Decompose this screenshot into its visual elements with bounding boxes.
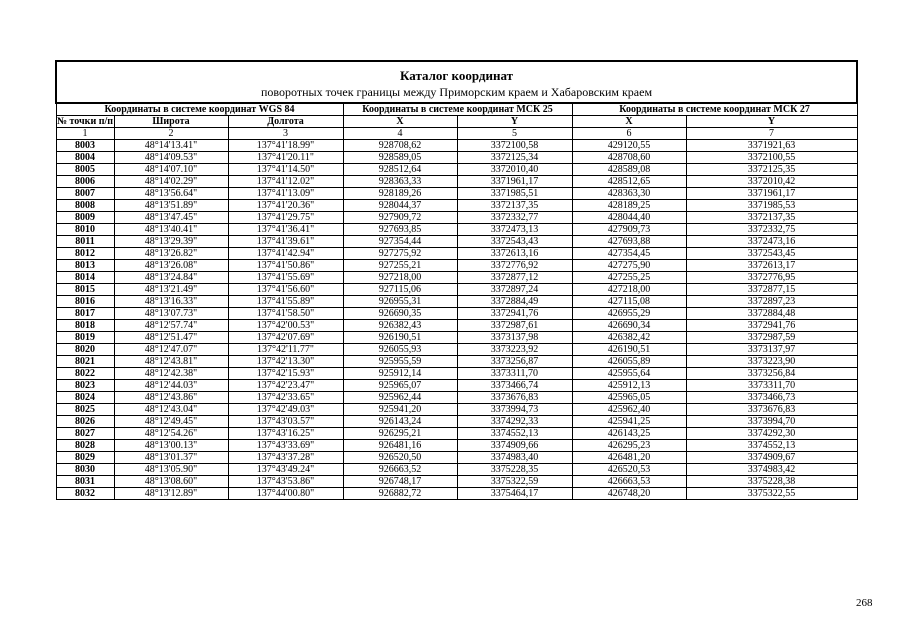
x-msk27-cell: 426055,89: [572, 356, 686, 368]
longitude-cell: 137°41'13.09": [228, 188, 343, 200]
page-number: 268: [856, 597, 873, 609]
x-msk25-cell: 926481,16: [343, 440, 457, 452]
table-row: [56, 284, 857, 296]
longitude-cell: 137°43'33.69": [228, 440, 343, 452]
point-number-cell: 8029: [56, 452, 114, 464]
x-msk27-cell: 427218,00: [572, 284, 686, 296]
y-msk25-cell: 3374983,40: [457, 452, 572, 464]
x-msk25-cell: 927275,92: [343, 248, 457, 260]
group-header-msk25: Координаты в системе координат МСК 25: [343, 103, 572, 116]
x-msk25-cell: 927693,85: [343, 224, 457, 236]
table-row: [56, 260, 857, 272]
longitude-cell: 137°42'33.65": [228, 392, 343, 404]
y-msk25-cell: 3372125,34: [457, 152, 572, 164]
longitude-cell: 137°42'00.53": [228, 320, 343, 332]
y-msk27-cell: 3373137,97: [686, 344, 857, 356]
x-msk27-cell: 426663,53: [572, 476, 686, 488]
y-msk25-cell: 3373994,73: [457, 404, 572, 416]
longitude-cell: 137°42'23.47": [228, 380, 343, 392]
y-msk27-cell: 3372884,48: [686, 308, 857, 320]
x-msk27-cell: 426295,23: [572, 440, 686, 452]
longitude-cell: 137°44'00.80": [228, 488, 343, 500]
y-msk25-cell: 3372100,58: [457, 140, 572, 152]
x-msk25-cell: 927354,44: [343, 236, 457, 248]
y-msk27-cell: 3372877,15: [686, 284, 857, 296]
x-msk25-cell: 926690,35: [343, 308, 457, 320]
longitude-cell: 137°41'12.02": [228, 176, 343, 188]
point-number-cell: 8006: [56, 176, 114, 188]
y-msk27-cell: 3372125,35: [686, 164, 857, 176]
point-number-cell: 8011: [56, 236, 114, 248]
latitude-cell: 48°13'08.60": [114, 476, 228, 488]
y-msk27-cell: 3372776,95: [686, 272, 857, 284]
x-msk25-cell: 928512,64: [343, 164, 457, 176]
point-number-cell: 8022: [56, 368, 114, 380]
table-row: [56, 344, 857, 356]
x-msk25-cell: 927909,72: [343, 212, 457, 224]
x-msk25-cell: 927255,21: [343, 260, 457, 272]
table-row: [56, 464, 857, 476]
table-row: [56, 308, 857, 320]
x-msk27-cell: 425962,40: [572, 404, 686, 416]
point-number-cell: 8032: [56, 488, 114, 500]
x-msk27-cell: 425955,64: [572, 368, 686, 380]
y-msk25-cell: 3373256,87: [457, 356, 572, 368]
x-msk25-cell: 926190,51: [343, 332, 457, 344]
y-msk27-cell: 3371921,63: [686, 140, 857, 152]
latitude-cell: 48°13'01.37": [114, 452, 228, 464]
y-msk27-cell: 3371961,17: [686, 188, 857, 200]
longitude-cell: 137°42'07.69": [228, 332, 343, 344]
x-msk25-cell: 927218,00: [343, 272, 457, 284]
longitude-cell: 137°41'29.75": [228, 212, 343, 224]
table-row: [56, 140, 857, 152]
point-number-cell: 8008: [56, 200, 114, 212]
latitude-cell: 48°14'13.41": [114, 140, 228, 152]
point-number-cell: 8010: [56, 224, 114, 236]
y-msk27-cell: 3373676,83: [686, 404, 857, 416]
table-row: [56, 176, 857, 188]
x-msk25-cell: 926663,52: [343, 464, 457, 476]
point-number-cell: 8013: [56, 260, 114, 272]
y-msk25-cell: 3372884,49: [457, 296, 572, 308]
table-row: [56, 404, 857, 416]
catalog-title: Каталог координат: [400, 67, 514, 83]
x-msk25-cell: 927115,06: [343, 284, 457, 296]
coordinate-catalog-table: [55, 60, 858, 500]
y-msk27-cell: 3375322,55: [686, 488, 857, 500]
y-msk25-cell: 3374552,13: [457, 428, 572, 440]
x-msk25-cell: 926955,31: [343, 296, 457, 308]
longitude-cell: 137°43'16.25": [228, 428, 343, 440]
y-msk25-cell: 3372877,12: [457, 272, 572, 284]
point-number-cell: 8012: [56, 248, 114, 260]
y-msk27-cell: 3372941,76: [686, 320, 857, 332]
x-msk25-cell: 926520,50: [343, 452, 457, 464]
table-row: [56, 200, 857, 212]
point-number-cell: 8020: [56, 344, 114, 356]
latitude-cell: 48°14'09.53": [114, 152, 228, 164]
column-index: 3: [228, 128, 343, 140]
y-msk25-cell: 3372137,35: [457, 200, 572, 212]
longitude-cell: 137°42'49.03": [228, 404, 343, 416]
y-msk25-cell: 3373311,70: [457, 368, 572, 380]
x-msk25-cell: 925965,07: [343, 380, 457, 392]
coordinate-catalog-sheet: [55, 60, 856, 500]
y-msk25-cell: 3373137,98: [457, 332, 572, 344]
table-row: [56, 488, 857, 500]
longitude-cell: 137°41'39.61": [228, 236, 343, 248]
x-msk25-cell: 928189,26: [343, 188, 457, 200]
y-msk27-cell: 3372010,42: [686, 176, 857, 188]
y-msk25-cell: 3372987,61: [457, 320, 572, 332]
col-header-latitude: Широта: [114, 116, 228, 128]
x-msk27-cell: 426520,53: [572, 464, 686, 476]
column-index: 2: [114, 128, 228, 140]
x-msk27-cell: 426481,20: [572, 452, 686, 464]
longitude-cell: 137°41'36.41": [228, 224, 343, 236]
x-msk27-cell: 427693,88: [572, 236, 686, 248]
y-msk27-cell: 3373223,90: [686, 356, 857, 368]
table-row: [56, 188, 857, 200]
latitude-cell: 48°12'43.81": [114, 356, 228, 368]
point-number-cell: 8030: [56, 464, 114, 476]
point-number-cell: 8003: [56, 140, 114, 152]
point-number-cell: 8023: [56, 380, 114, 392]
latitude-cell: 48°12'43.86": [114, 392, 228, 404]
x-msk27-cell: 427354,45: [572, 248, 686, 260]
y-msk25-cell: 3372897,24: [457, 284, 572, 296]
x-msk27-cell: 427909,73: [572, 224, 686, 236]
y-msk27-cell: 3374909,67: [686, 452, 857, 464]
latitude-cell: 48°13'29.39": [114, 236, 228, 248]
y-msk27-cell: 3371985,53: [686, 200, 857, 212]
x-msk27-cell: 428044,40: [572, 212, 686, 224]
latitude-cell: 48°12'44.03": [114, 380, 228, 392]
latitude-cell: 48°12'54.26": [114, 428, 228, 440]
table-row: [56, 452, 857, 464]
col-header-y-msk27: Y: [686, 116, 857, 128]
x-msk25-cell: 928589,05: [343, 152, 457, 164]
longitude-cell: 137°43'03.57": [228, 416, 343, 428]
x-msk27-cell: 428589,08: [572, 164, 686, 176]
latitude-cell: 48°13'26.08": [114, 260, 228, 272]
column-index: 6: [572, 128, 686, 140]
table-row: [56, 356, 857, 368]
x-msk25-cell: 925912,14: [343, 368, 457, 380]
x-msk27-cell: 427255,25: [572, 272, 686, 284]
point-number-cell: 8026: [56, 416, 114, 428]
col-header-point: № точки п/п: [56, 116, 114, 127]
table-row: [56, 248, 857, 260]
latitude-cell: 48°12'57.74": [114, 320, 228, 332]
column-index-row: [56, 128, 857, 140]
point-number-cell: 8007: [56, 188, 114, 200]
y-msk25-cell: 3372613,16: [457, 248, 572, 260]
latitude-cell: 48°13'16.33": [114, 296, 228, 308]
latitude-cell: 48°13'05.90": [114, 464, 228, 476]
longitude-cell: 137°42'13.30": [228, 356, 343, 368]
longitude-cell: 137°43'37.28": [228, 452, 343, 464]
table-row: [56, 164, 857, 176]
latitude-cell: 48°12'51.47": [114, 332, 228, 344]
longitude-cell: 137°41'55.69": [228, 272, 343, 284]
y-msk27-cell: 3372987,59: [686, 332, 857, 344]
y-msk25-cell: 3373466,74: [457, 380, 572, 392]
x-msk27-cell: 426190,51: [572, 344, 686, 356]
table-row: [56, 296, 857, 308]
x-msk27-cell: 426748,20: [572, 488, 686, 500]
x-msk25-cell: 928044,37: [343, 200, 457, 212]
y-msk27-cell: 3372613,17: [686, 260, 857, 272]
longitude-cell: 137°43'49.24": [228, 464, 343, 476]
latitude-cell: 48°13'26.82": [114, 248, 228, 260]
longitude-cell: 137°41'20.11": [228, 152, 343, 164]
y-msk25-cell: 3372473,13: [457, 224, 572, 236]
x-msk25-cell: 926143,24: [343, 416, 457, 428]
point-number-cell: 8009: [56, 212, 114, 224]
col-header-x-msk27: X: [572, 116, 686, 128]
longitude-cell: 137°41'14.50": [228, 164, 343, 176]
x-msk25-cell: 926055,93: [343, 344, 457, 356]
point-number-cell: 8018: [56, 320, 114, 332]
y-msk25-cell: 3375464,17: [457, 488, 572, 500]
x-msk27-cell: 428512,65: [572, 176, 686, 188]
point-number-cell: 8024: [56, 392, 114, 404]
table-row: [56, 272, 857, 284]
latitude-cell: 48°13'12.89": [114, 488, 228, 500]
y-msk25-cell: 3372941,76: [457, 308, 572, 320]
y-msk25-cell: 3372776,92: [457, 260, 572, 272]
point-number-cell: 8027: [56, 428, 114, 440]
y-msk27-cell: 3373994,70: [686, 416, 857, 428]
x-msk27-cell: 427275,90: [572, 260, 686, 272]
x-msk27-cell: 427115,08: [572, 296, 686, 308]
y-msk25-cell: 3371961,17: [457, 176, 572, 188]
y-msk25-cell: 3375228,35: [457, 464, 572, 476]
point-number-cell: 8019: [56, 332, 114, 344]
y-msk27-cell: 3374552,13: [686, 440, 857, 452]
y-msk25-cell: 3373676,83: [457, 392, 572, 404]
x-msk27-cell: 425941,25: [572, 416, 686, 428]
point-number-cell: 8031: [56, 476, 114, 488]
x-msk25-cell: 926748,17: [343, 476, 457, 488]
latitude-cell: 48°13'00.13": [114, 440, 228, 452]
x-msk25-cell: 925955,59: [343, 356, 457, 368]
point-number-cell: 8005: [56, 164, 114, 176]
x-msk25-cell: 925962,44: [343, 392, 457, 404]
x-msk27-cell: 425965,05: [572, 392, 686, 404]
y-msk27-cell: 3372897,23: [686, 296, 857, 308]
point-number-cell: 8028: [56, 440, 114, 452]
y-msk27-cell: 3374983,42: [686, 464, 857, 476]
catalog-title-cell: [56, 61, 857, 103]
table-row: [56, 476, 857, 488]
point-number-cell: 8021: [56, 356, 114, 368]
longitude-cell: 137°42'15.93": [228, 368, 343, 380]
y-msk27-cell: 3375228,38: [686, 476, 857, 488]
longitude-cell: 137°41'56.60": [228, 284, 343, 296]
col-header-longitude: Долгота: [228, 116, 343, 128]
col-header-y-msk25: Y: [457, 116, 572, 128]
latitude-cell: 48°12'49.45": [114, 416, 228, 428]
x-msk27-cell: 429120,55: [572, 140, 686, 152]
longitude-cell: 137°41'20.36": [228, 200, 343, 212]
latitude-cell: 48°14'02.29": [114, 176, 228, 188]
y-msk27-cell: 3372332,75: [686, 224, 857, 236]
y-msk25-cell: 3374292,33: [457, 416, 572, 428]
longitude-cell: 137°42'11.77": [228, 344, 343, 356]
point-number-cell: 8004: [56, 152, 114, 164]
col-header-x-msk25: X: [343, 116, 457, 128]
x-msk27-cell: 426143,25: [572, 428, 686, 440]
latitude-cell: 48°13'51.89": [114, 200, 228, 212]
y-msk27-cell: 3373466,73: [686, 392, 857, 404]
y-msk25-cell: 3371985,51: [457, 188, 572, 200]
point-number-cell: 8014: [56, 272, 114, 284]
x-msk27-cell: 426382,42: [572, 332, 686, 344]
latitude-cell: 48°13'47.45": [114, 212, 228, 224]
table-row: [56, 392, 857, 404]
y-msk25-cell: 3372010,40: [457, 164, 572, 176]
latitude-cell: 48°13'24.84": [114, 272, 228, 284]
x-msk27-cell: 426955,29: [572, 308, 686, 320]
latitude-cell: 48°13'56.64": [114, 188, 228, 200]
x-msk27-cell: 428708,60: [572, 152, 686, 164]
latitude-cell: 48°12'43.04": [114, 404, 228, 416]
catalog-subtitle: поворотных точек границы между Приморским краем и Хабаровским краем: [261, 84, 653, 99]
x-msk25-cell: 925941,20: [343, 404, 457, 416]
column-index: 1: [56, 128, 114, 140]
table-row: [56, 236, 857, 248]
column-index: 5: [457, 128, 572, 140]
latitude-cell: 48°13'40.41": [114, 224, 228, 236]
latitude-cell: 48°12'47.07": [114, 344, 228, 356]
point-number-cell: 8016: [56, 296, 114, 308]
table-row: [56, 380, 857, 392]
x-msk27-cell: 425912,13: [572, 380, 686, 392]
latitude-cell: 48°13'21.49": [114, 284, 228, 296]
table-row: [56, 152, 857, 164]
latitude-cell: 48°13'07.73": [114, 308, 228, 320]
group-header-msk27: Координаты в системе координат МСК 27: [572, 103, 857, 116]
latitude-cell: 48°14'07.10": [114, 164, 228, 176]
y-msk25-cell: 3372543,43: [457, 236, 572, 248]
table-row: [56, 440, 857, 452]
latitude-cell: 48°12'42.38": [114, 368, 228, 380]
table-row: [56, 368, 857, 380]
y-msk27-cell: 3372473,16: [686, 236, 857, 248]
table-row: [56, 320, 857, 332]
longitude-cell: 137°41'58.50": [228, 308, 343, 320]
longitude-cell: 137°41'18.99": [228, 140, 343, 152]
column-index: 4: [343, 128, 457, 140]
y-msk25-cell: 3372332,77: [457, 212, 572, 224]
group-header-wgs84: Координаты в системе координат WGS 84: [56, 103, 343, 116]
y-msk27-cell: 3372100,55: [686, 152, 857, 164]
y-msk27-cell: 3372543,45: [686, 248, 857, 260]
longitude-cell: 137°41'55.89": [228, 296, 343, 308]
y-msk27-cell: 3373311,70: [686, 380, 857, 392]
y-msk27-cell: 3372137,35: [686, 212, 857, 224]
table-row: [56, 416, 857, 428]
column-index: 7: [686, 128, 857, 140]
table-row: [56, 212, 857, 224]
longitude-cell: 137°41'50.86": [228, 260, 343, 272]
y-msk27-cell: 3373256,84: [686, 368, 857, 380]
point-number-cell: 8015: [56, 284, 114, 296]
table-row: [56, 224, 857, 236]
x-msk27-cell: 428189,25: [572, 200, 686, 212]
y-msk25-cell: 3373223,92: [457, 344, 572, 356]
table-row: [56, 428, 857, 440]
x-msk27-cell: 426690,34: [572, 320, 686, 332]
point-number-cell: 8017: [56, 308, 114, 320]
x-msk25-cell: 928363,33: [343, 176, 457, 188]
table-row: [56, 332, 857, 344]
x-msk25-cell: 928708,62: [343, 140, 457, 152]
x-msk25-cell: 926382,43: [343, 320, 457, 332]
x-msk25-cell: 926882,72: [343, 488, 457, 500]
x-msk25-cell: 926295,21: [343, 428, 457, 440]
x-msk27-cell: 428363,30: [572, 188, 686, 200]
y-msk25-cell: 3374909,66: [457, 440, 572, 452]
y-msk27-cell: 3374292,30: [686, 428, 857, 440]
y-msk25-cell: 3375322,59: [457, 476, 572, 488]
point-number-cell: 8025: [56, 404, 114, 416]
longitude-cell: 137°43'53.86": [228, 476, 343, 488]
longitude-cell: 137°41'42.94": [228, 248, 343, 260]
